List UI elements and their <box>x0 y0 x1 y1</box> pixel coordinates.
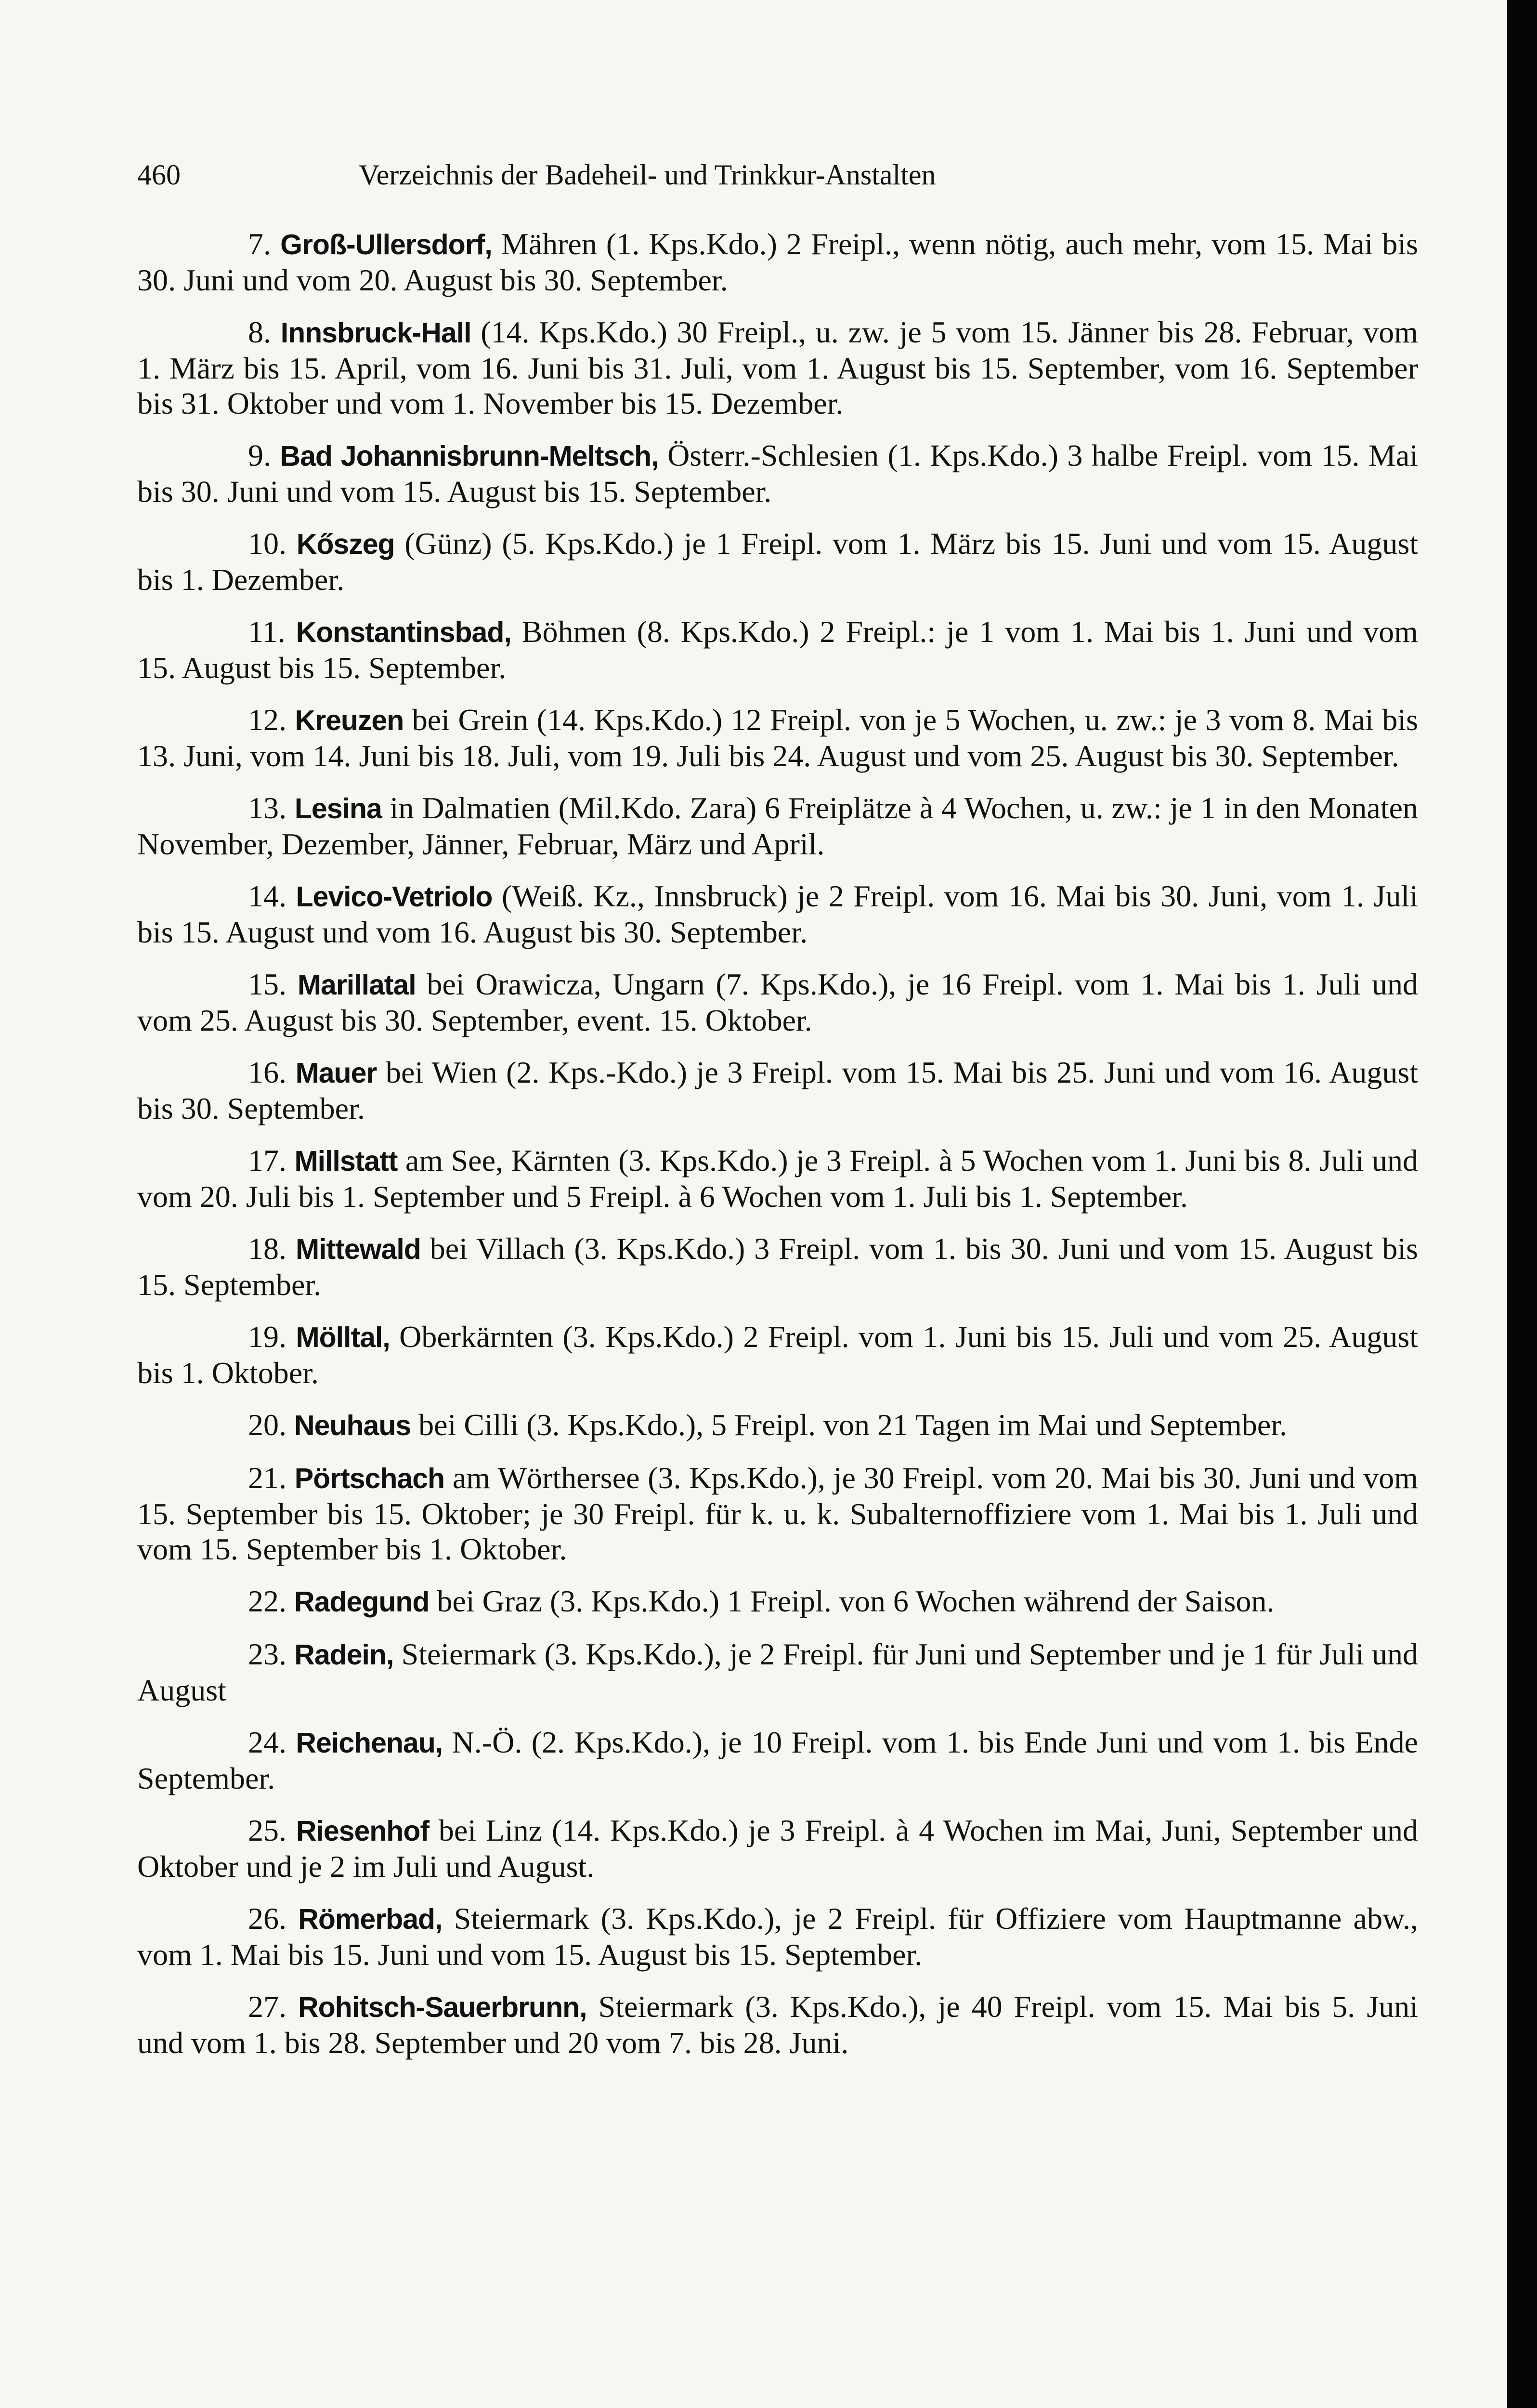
list-item <box>137 1407 1418 1443</box>
entry-text: Böhmen (8. Kps.Kdo.) 2 Freipl.: je 1 vom 1. Mai bis 1. Juni und vom 15. August bis 15. September. <box>137 615 1419 685</box>
list-item <box>137 878 1418 950</box>
place-name: Marillatal <box>297 969 416 1001</box>
entry-number: 17. <box>248 1143 287 1178</box>
entry-number: 18. <box>248 1231 287 1266</box>
entry-number: 12. <box>248 703 287 737</box>
entry-number: 19. <box>248 1320 287 1354</box>
entry-number: 22. <box>248 1584 287 1618</box>
entry-text: Steiermark (3. Kps.Kdo.), je 40 Freipl. vom 15. Mai bis 5. Juni und vom 1. bis 28. September und 20 vom 7. bis 28. Juni. <box>137 1989 1418 2060</box>
entry-number: 16. <box>248 1055 287 1089</box>
list-item <box>137 614 1418 685</box>
list-item <box>137 1636 1418 1708</box>
entry-text: bei Wien (2. Kps.-Kdo.) je 3 Freipl. vom 15. Mai bis 25. Juni und vom 16. August bis 30. September. <box>137 1055 1418 1125</box>
entry-text: bei Villach (3. Kps.Kdo.) 3 Freipl. vom 1. bis 30. Juni und vom 15. August bis 15. September. <box>137 1231 1419 1302</box>
entry-number: 24. <box>248 1725 287 1759</box>
entry-text: bei Grein (14. Kps.Kdo.) 12 Freipl. von je 5 Wochen, u. zw.: je 3 vom 8. Mai bis 13. Juni, vom 14. Juni bis 18. Juli, vom 19. Juli bis 24. August und vom 25. August bis 30. September. <box>137 703 1419 773</box>
place-name: Römerbad, <box>298 1903 443 1935</box>
entry-text: Mähren (1. Kps.Kdo.) 2 Freipl., wenn nötig, auch mehr, vom 15. Mai bis 30. Juni und vom 20. August bis 30. September. <box>137 227 1419 297</box>
place-name: Mauer <box>295 1057 377 1089</box>
entry-number: 26. <box>248 1901 287 1936</box>
entry-text: bei Orawicza, Ungarn (7. Kps.Kdo.), je 16 Freipl. vom 1. Mai bis 1. Juli und vom 25. August bis 30. September, event. 15. Oktober. <box>137 967 1419 1037</box>
place-name: Kőszeg <box>296 528 395 560</box>
list-item <box>137 1143 1418 1214</box>
page-header <box>137 153 1418 196</box>
list-item <box>137 1725 1418 1796</box>
entry-number: 27. <box>248 1989 287 2024</box>
entry-text: in Dalmatien (Mil.Kdo. Zara) 6 Freiplätze à 4 Wochen, u. zw.: je 1 in den Monaten November, Dezember, Jänner, Februar, März und April. <box>137 791 1419 861</box>
entry-text: Oberkärnten (3. Kps.Kdo.) 2 Freipl. vom 1. Juni bis 15. Juli und vom 25. August bis 1. Oktober. <box>137 1320 1419 1390</box>
place-name: Pörtschach <box>294 1463 445 1494</box>
entry-number: 14. <box>248 879 287 913</box>
place-name: Reichenau, <box>296 1727 443 1759</box>
entry-number: 23. <box>248 1637 287 1671</box>
entry-number: 25. <box>248 1813 287 1847</box>
list-item <box>137 526 1418 597</box>
entry-text: Steiermark (3. Kps.Kdo.), je 2 Freipl. für Offiziere vom Hauptmanne abw., vom 1. Mai bis 15. Juni und vom 15. August bis 15. September. <box>137 1901 1419 1972</box>
place-name: Neuhaus <box>294 1410 411 1441</box>
place-name: Bad Johannisbrunn-Meltsch, <box>280 440 659 472</box>
place-name: Lesina <box>294 793 382 824</box>
place-name: Riesenhof <box>296 1815 430 1847</box>
entry-text: Steiermark (3. Kps.Kdo.), je 2 Freipl. für Juni und September und je 1 für Juli und August <box>137 1637 1419 1707</box>
entry-text: (14. Kps.Kdo.) 30 Freipl., u. zw. je 5 vom 15. Jänner bis 28. Februar, vom 1. März bis 15. April, vom 16. Juni bis 31. Juli, vom 1. August bis 15. September, vom 16. September bis 31. Oktober und vom 1. November bis 15. Dezember. <box>137 315 1419 420</box>
entry-text: bei Graz (3. Kps.Kdo.) 1 Freipl. von 6 Wochen während der Saison. <box>437 1584 1275 1618</box>
list-item <box>137 967 1418 1038</box>
place-name: Millstatt <box>294 1145 398 1177</box>
place-name: Mölltal, <box>296 1322 390 1353</box>
list-item <box>137 1231 1418 1302</box>
entry-number: 11. <box>248 615 286 649</box>
place-name: Innsbruck-Hall <box>280 317 471 349</box>
entry-number: 10. <box>248 526 287 561</box>
entry-text: am Wörthersee (3. Kps.Kdo.), je 30 Freipl. vom 20. Mai bis 30. Juni und vom 15. September bis 15. Oktober; je 30 Freipl. für k. u. k. Subalternoffiziere vom 1. Mai bis 1. Juli und vom 15. September bis 1. Oktober. <box>137 1461 1419 1566</box>
running-title: Verzeichnis der Badeheil- und Trinkkur-Anstalten <box>359 159 936 191</box>
place-name: Rohitsch-Sauerbrunn, <box>298 1991 587 2023</box>
place-name: Levico-Vetriolo <box>296 881 493 913</box>
entry-text: am See, Kärnten (3. Kps.Kdo.) je 3 Freipl. à 5 Wochen vom 1. Juni bis 8. Juli und vom 20. Juli bis 1. September und 5 Freipl. à 6 Wochen vom 1. Juli bis 1. September. <box>137 1143 1419 1214</box>
page-number: 460 <box>137 159 181 191</box>
list-item <box>137 702 1418 773</box>
entry-text: (Günz) (5. Kps.Kdo.) je 1 Freipl. vom 1. März bis 15. Juni und vom 15. August bis 1. Dezember. <box>137 526 1419 597</box>
entry-number: 21. <box>248 1461 287 1495</box>
entry-text: bei Linz (14. Kps.Kdo.) je 3 Freipl. à 4 Wochen im Mai, Juni, September und Oktober und je 2 im Juli und August. <box>137 1813 1419 1884</box>
list-item <box>137 1319 1418 1390</box>
list-item <box>137 790 1418 862</box>
entry-number: 15. <box>248 967 287 1001</box>
entry-number: 9. <box>248 438 271 472</box>
list-item <box>137 1584 1418 1620</box>
entry-number: 7. <box>248 227 271 261</box>
list-item <box>137 1989 1418 2060</box>
list-item <box>137 314 1418 421</box>
place-name: Mittewald <box>296 1233 421 1265</box>
list-item <box>137 1813 1418 1884</box>
scan-edge <box>1507 0 1537 2408</box>
entry-list <box>137 226 1418 2077</box>
entry-text: Österr.-Schlesien (1. Kps.Kdo.) 3 halbe Freipl. vom 15. Mai bis 30. Juni und vom 15. August bis 15. September. <box>137 438 1419 509</box>
place-name: Groß-Ullersdorf, <box>280 229 492 261</box>
entry-number: 13. <box>248 791 287 825</box>
entry-text: (Weiß. Kz., Innsbruck) je 2 Freipl. vom 16. Mai bis 30. Juni, vom 1. Juli bis 15. August und vom 16. August bis 30. September. <box>137 879 1419 949</box>
place-name: Radegund <box>294 1586 430 1618</box>
entry-text: bei Cilli (3. Kps.Kdo.), 5 Freipl. von 21 Tagen im Mai und September. <box>418 1408 1288 1442</box>
entry-number: 8. <box>248 315 271 349</box>
place-name: Kreuzen <box>295 705 404 736</box>
list-item <box>137 226 1418 298</box>
list-item <box>137 1460 1418 1567</box>
list-item <box>137 1055 1418 1126</box>
list-item <box>137 1901 1418 1972</box>
place-name: Radein, <box>294 1639 394 1671</box>
entry-text: N.-Ö. (2. Kps.Kdo.), je 10 Freipl. vom 1. bis Ende Juni und vom 1. bis Ende September. <box>137 1725 1419 1795</box>
place-name: Konstantinsbad, <box>296 616 511 648</box>
list-item <box>137 438 1418 509</box>
entry-number: 20. <box>248 1408 287 1442</box>
